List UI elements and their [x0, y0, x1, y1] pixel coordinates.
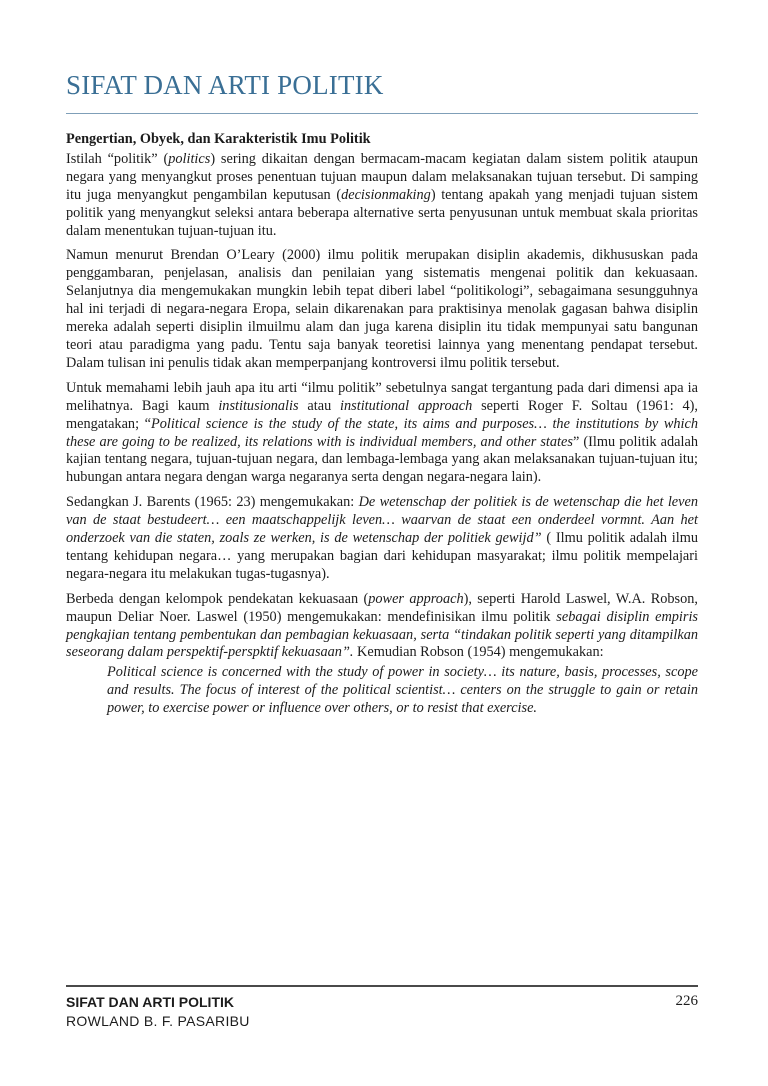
body-content — [66, 131, 698, 718]
italic-text: institutional approach — [340, 397, 473, 414]
italic-text: politics — [168, 150, 211, 167]
section-heading: Pengertian, Obyek, dan Karakteristik Imu Politik — [66, 131, 371, 147]
italic-text: Political science is the study of the state, its aims and purposes… the institutions by which these are going to be realized, its relations with is individual members, and other states — [66, 415, 698, 450]
paragraph: Namun menurut Brendan O’Leary (2000) ilmu politik merupakan disiplin akademis, dikhususkan pada penggambaran, penjelasan, analisis dan penilaian yang sistematis mengenai politik dan kekuasaan. Selanjutnya dia mengemukakan mungkin lebih tepat diberi label “politikologi”, sebagaimana sesungguhnya hal ini terjadi di negara-negara Eropa, selain dikarenakan para praktisinya menolak gagasan bahwa disiplin mereka adalah seperti disiplin ilmuilmu alam dan juga karena disiplin itu tidak mempunyai satu bangunan teori atau paradigma yang padu. Tentu saja banyak teoretisi lainnya yang menentang pendapat tersebut. Dalam tulisan ini penulis tidak akan memperpanjang kontroversi ilmu politik tersebut. — [66, 247, 698, 371]
block-quote: Political science is concerned with the study of power in society… its nature, basis, processes, scope and results. The focus of interest of the political scientist… centers on the struggle to gain or retain power, to exercise power or influence over others, or to resist that exercise. — [107, 664, 698, 717]
paragraph: Berbeda dengan kelompok pendekatan kekuasaan (power approach), seperti Harold Laswel, W.A. Robson, maupun Deliar Noer. Laswel (1950) mengemukakan: mendefinisikan ilmu politik sebagai disiplin empiris pengkajian tentang pembentukan dan pembagian kekuasaan, serta “tindakan politik seperti yang ditampilkan seseorang dalam perspektif-perspktif kekuasaan”. Kemudian Robson (1954) mengemukakan: — [66, 590, 699, 661]
page-title: SIFAT DAN ARTI POLITIK — [66, 70, 384, 100]
italic-text: institusionalis — [218, 397, 299, 414]
paragraph: Sedangkan J. Barents (1965: 23) mengemukakan: De wetenschap der politiek is de wetenschap die het leven van de staat bestudeert… een maatschappelijk leven… waarvan de staat een onderdeel vormnt. Aan het onderzoek van die staten, zoals ze werken, is de wetenschap der politiek gewijd” ( Ilmu politik adalah ilmu tentang kehidupan negara… yang merupakan bagian dari kehidupan masyarakat; ilmu politik mempelajari negara-negara itu melakukan tugas-tugasnya). — [66, 494, 698, 582]
page-number: 226 — [675, 993, 698, 1009]
italic-text: De wetenschap der politiek is de wetenschap die het leven van de staat bestudeert… een maatschappelijk leven… waarvan de staat een onderdeel vormnt. Aan het onderzoek van die staten, zoals ze werken, is de wetenschap der politiek gewijd” — [66, 494, 698, 547]
paragraph: Untuk memahami lebih jauh apa itu arti “ilmu politik” sebetulnya sangat tergantung pada dari dimensi apa ia melihatnya. Bagi kaum institusionalis atau institutional approach seperti Roger F. Soltau (1961: 4), mengatakan; “Political science is the study of the state, its aims and purposes… the institutions by which these are going to be realized, its relations with is individual members, and other states” (Ilmu politik adalah kajian tentang negara, tujuan-tujuan negara, dan lembaga-lembaga yang akan melaksanakan tujuan-tujuan itu; hubungan antara negara dengan warga negaranya serta dengan negara-negara lain). — [66, 379, 698, 486]
italic-text: power approach — [368, 590, 464, 607]
footer-divider — [66, 985, 698, 987]
footer-title: SIFAT DAN ARTI POLITIK — [66, 994, 234, 1010]
italic-text: decisionmaking — [341, 186, 431, 203]
title-divider — [66, 113, 698, 114]
footer-author: ROWLAND B. F. PASARIBU — [66, 1013, 250, 1029]
italic-text: sebagai disiplin empiris pengkajian tentang pembentukan dan pembagian kekuasaan, serta “tindakan politik seperti yang ditampilkan seseorang dalam perspektif-perspktif kekuasaan”. — [66, 608, 699, 661]
paragraph: Istilah “politik” (politics) sering dikaitan dengan bermacam-macam kegiatan dalam sistem politik ataupun negara yang menyangkut proses penentuan tujuan maupun dalam melaksanakan tujuan tersebut. Di samping itu juga menyangkut pengambilan keputusan (decisionmaking) tentang apakah yang menjadi tujuan sistem politik yang menyangkut seleksi antara beberapa alternative serta penyusunan untuk membuat skala prioritas dalam menentukan tujuan-tujuan itu. — [66, 150, 698, 239]
